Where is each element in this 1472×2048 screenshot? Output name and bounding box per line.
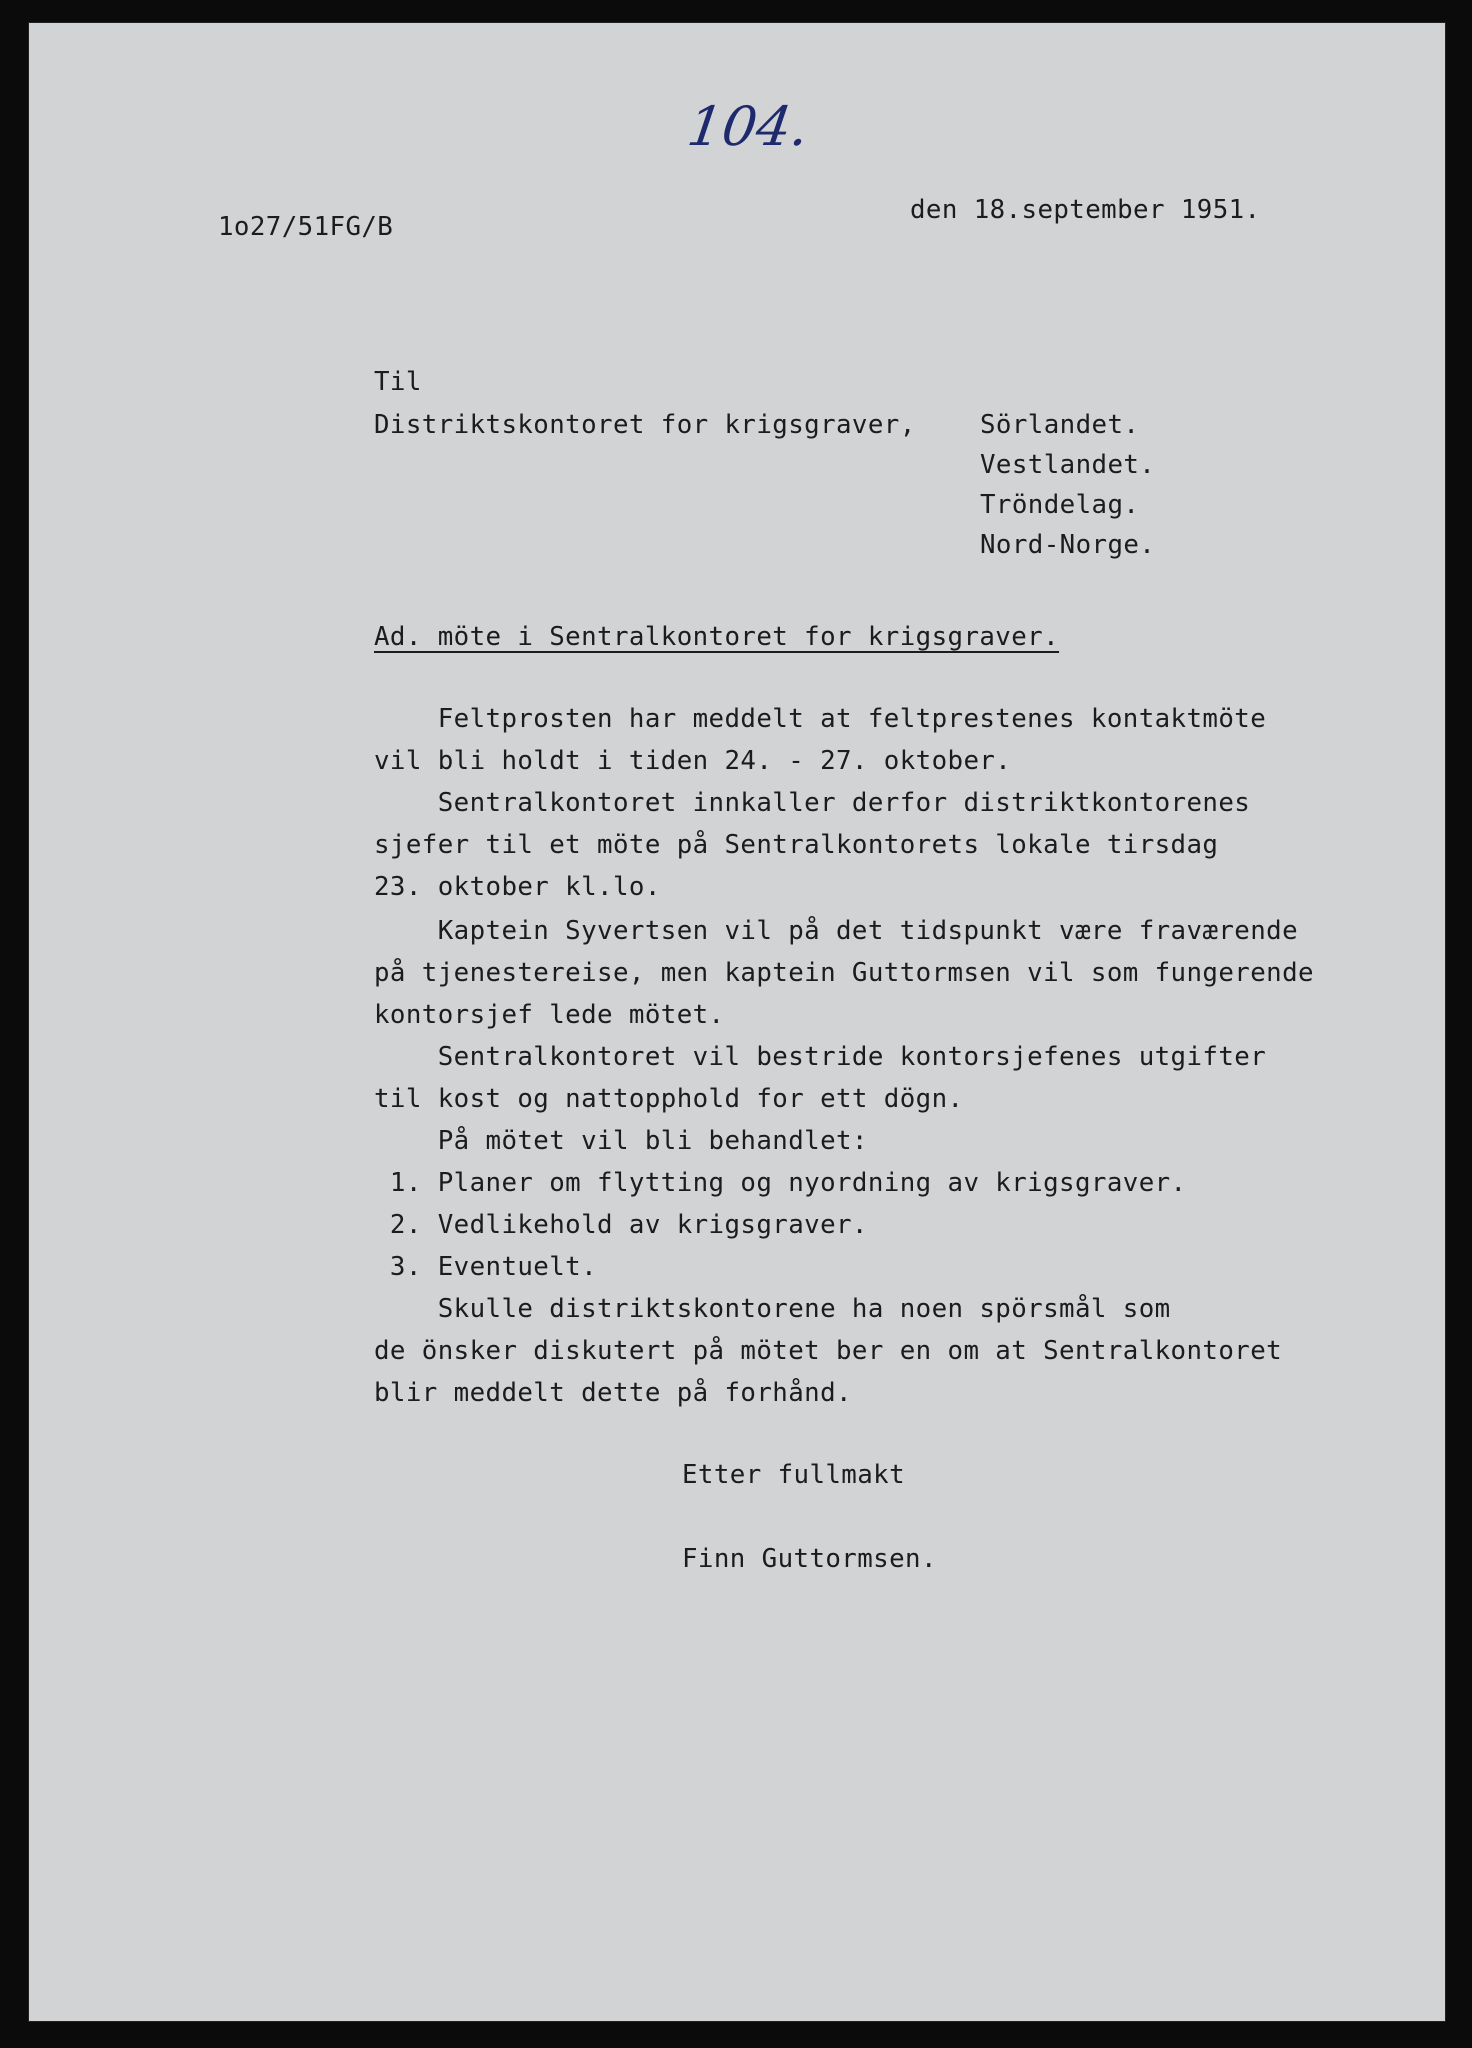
body-line: vil bli holdt i tiden 24. - 27. oktober. [374, 746, 1012, 776]
agenda-item-2: 2. Vedlikehold av krigsgraver. [374, 1210, 868, 1240]
region-vestlandet: Vestlandet. [980, 450, 1156, 480]
body-line: til kost og nattopphold for ett dögn. [374, 1084, 964, 1114]
recipient-office: Distriktskontoret for krigsgraver, [374, 410, 916, 440]
document-page [28, 22, 1446, 2022]
body-line: blir meddelt dette på forhånd. [374, 1378, 852, 1408]
body-line: 23. oktober kl.lo. [374, 872, 661, 902]
body-line: Sentralkontoret innkaller derfor distriktkontorenes [374, 788, 1251, 818]
signatory-name: Finn Guttormsen. [682, 1544, 937, 1574]
body-line: Kaptein Syvertsen vil på det tidspunkt være fraværende [374, 916, 1298, 946]
body-line: de önsker diskutert på mötet ber en om at Sentralkontoret [374, 1336, 1283, 1366]
body-line: På mötet vil bli behandlet: [374, 1126, 868, 1156]
body-line: på tjenestereise, men kaptein Guttormsen vil som fungerende [374, 958, 1314, 988]
body-line: Skulle distriktskontorene ha noen spörsmål som [374, 1294, 1171, 1324]
recipient-to: Til [374, 367, 422, 397]
archive-number-handwritten: 104. [683, 95, 813, 158]
closing-authority: Etter fullmakt [682, 1460, 906, 1490]
reference-number: 1o27/51FG/B [218, 212, 394, 242]
region-nord-norge: Nord-Norge. [980, 530, 1156, 560]
body-line: Feltprosten har meddelt at feltprestenes kontaktmöte [374, 704, 1267, 734]
region-trondelag: Tröndelag. [980, 490, 1140, 520]
letter-date: den 18.september 1951. [910, 195, 1261, 225]
body-line: Sentralkontoret vil bestride kontorsjefenes utgifter [374, 1042, 1267, 1072]
agenda-item-1: 1. Planer om flytting og nyordning av krigsgraver. [374, 1168, 1187, 1198]
region-sorlandet: Sörlandet. [980, 410, 1140, 440]
body-line: kontorsjef lede mötet. [374, 1000, 725, 1030]
agenda-item-3: 3. Eventuelt. [374, 1252, 598, 1282]
subject-line: Ad. möte i Sentralkontoret for krigsgraver. [374, 622, 1060, 652]
body-line: sjefer til et möte på Sentralkontorets lokale tirsdag [374, 830, 1219, 860]
